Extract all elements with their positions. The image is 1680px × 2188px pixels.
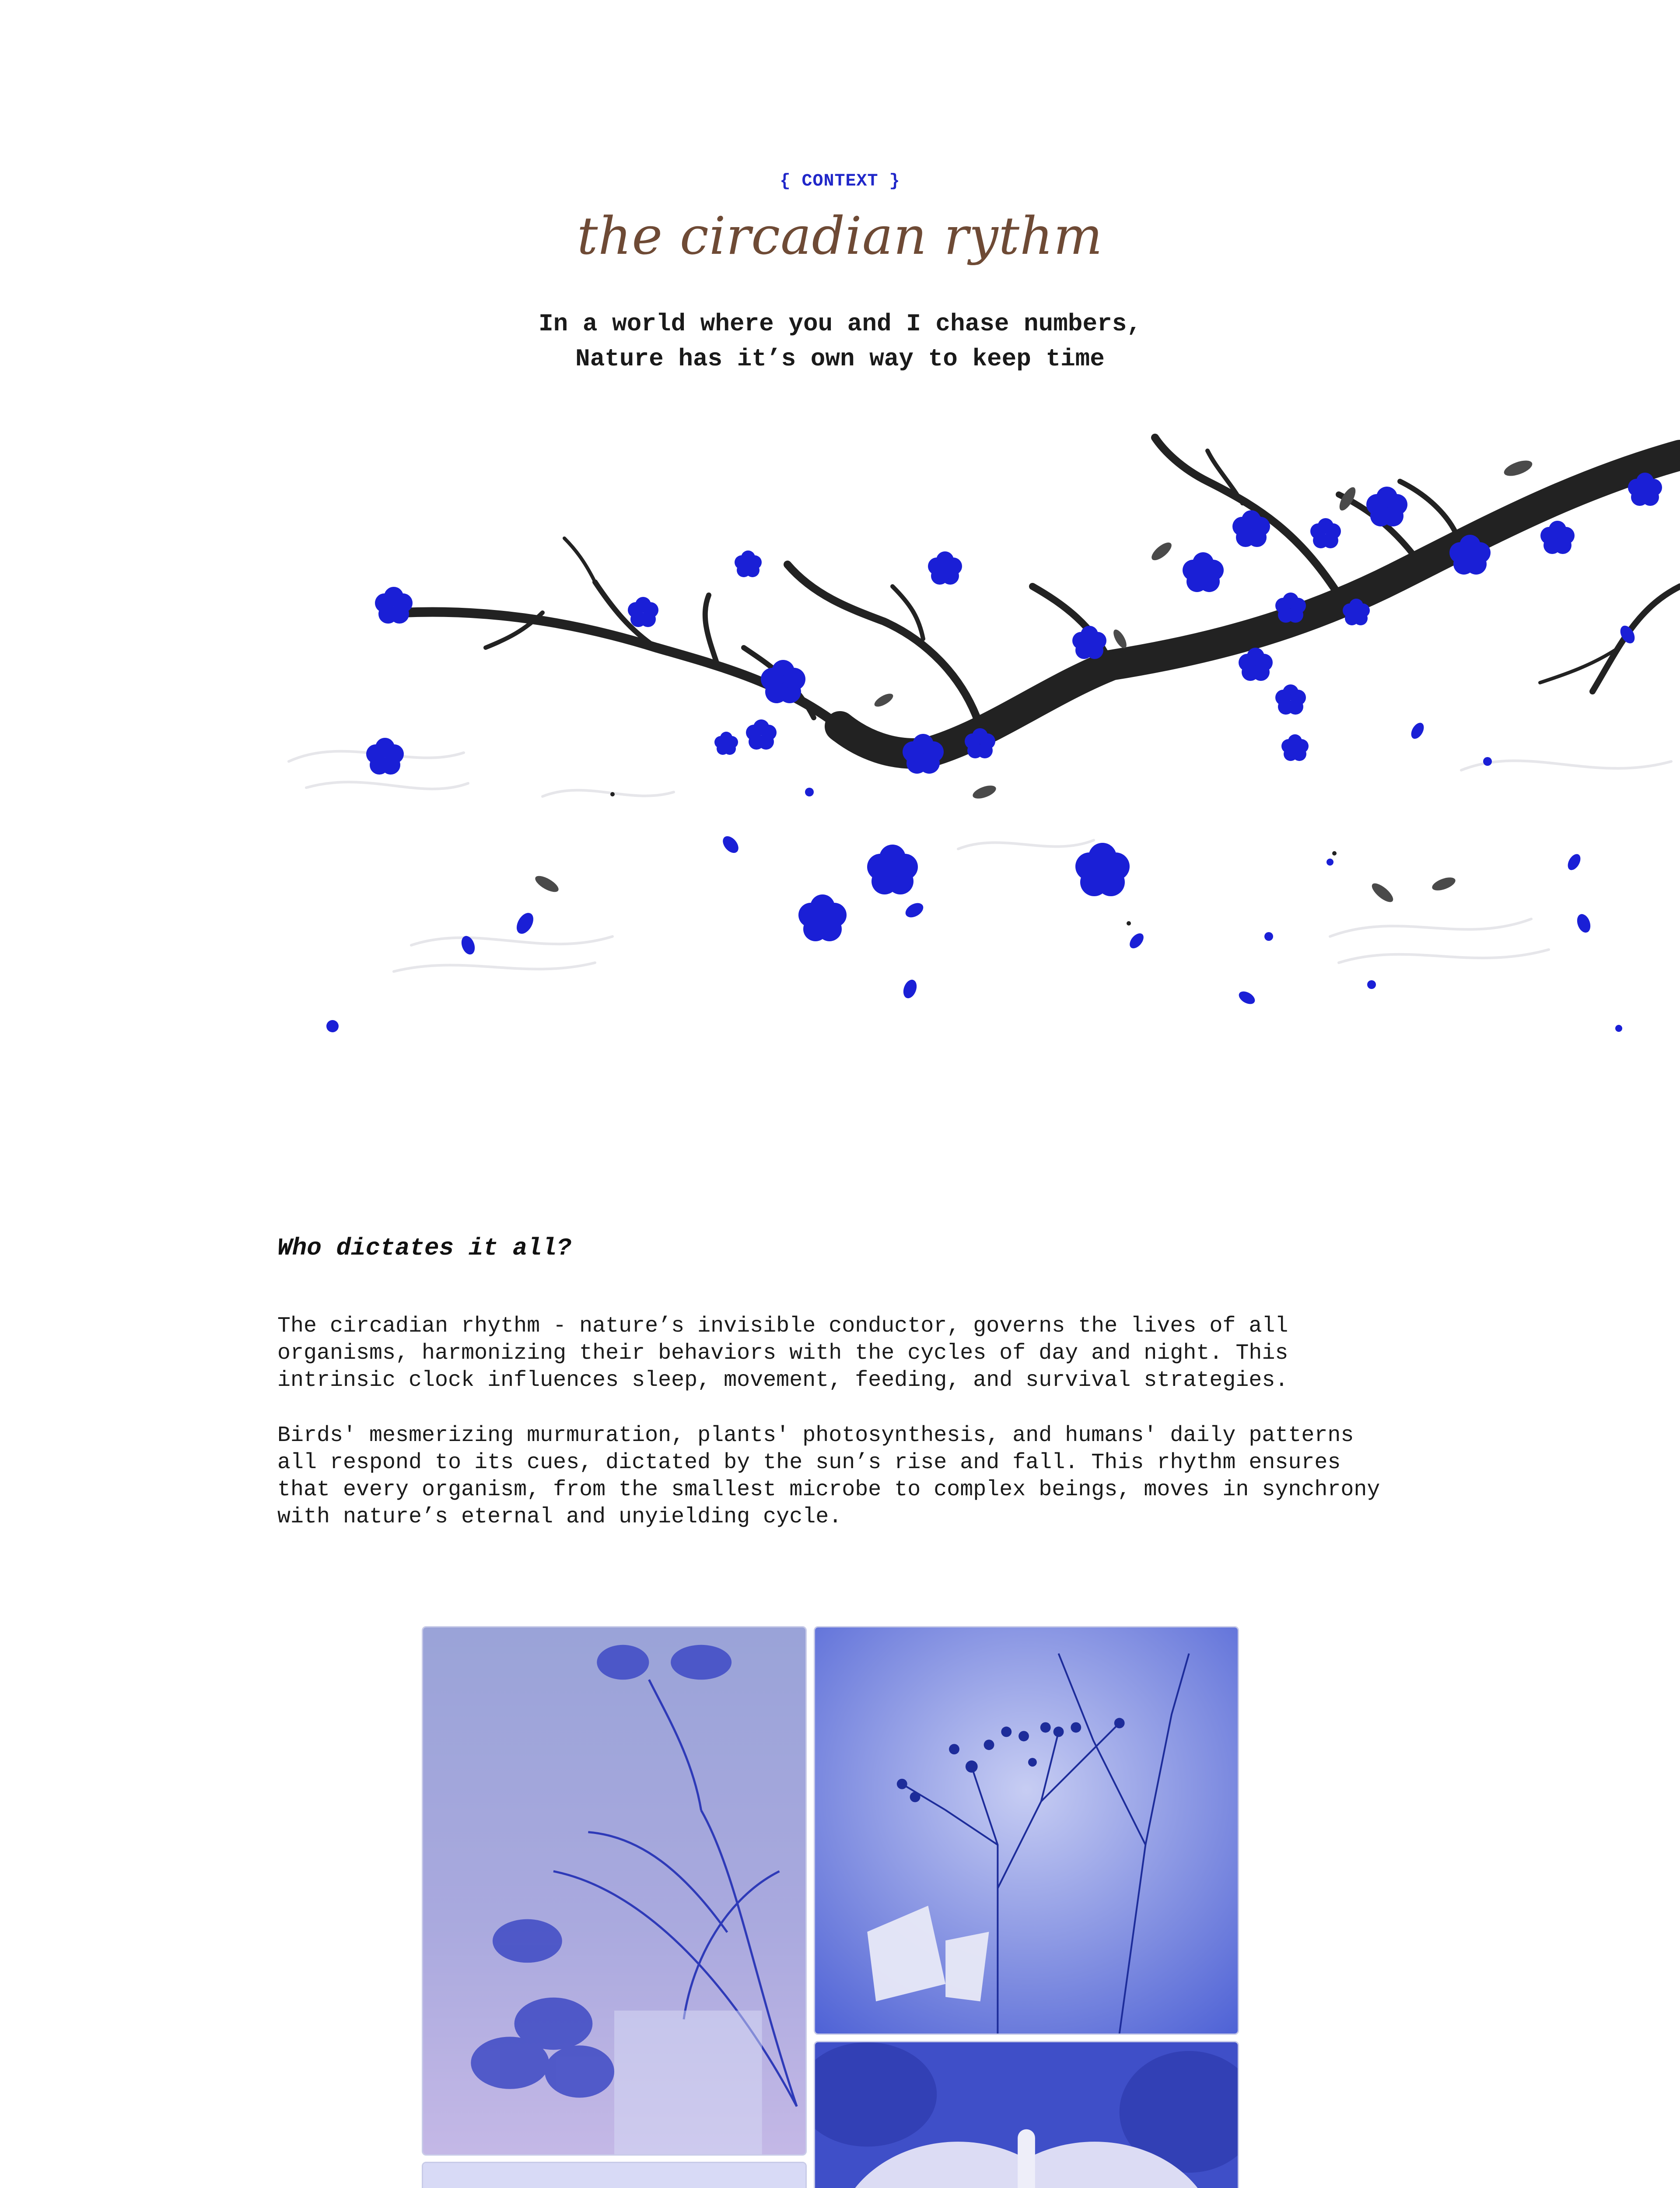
photo-birds-in-flight <box>422 2162 807 2188</box>
blossom-branch-illustration <box>280 420 1680 1041</box>
page-subtitle <box>0 306 1680 376</box>
subtitle-line-2: Nature has it’s own way to keep time <box>575 345 1105 373</box>
photo-moth-on-twigs <box>814 1626 1239 2035</box>
context-tag: { CONTEXT } <box>780 172 900 191</box>
wind-swirls <box>289 751 1671 971</box>
paragraph-2: Birds' mesmerizing murmuration, plants' photosynthesis, and humans' daily patterns all respond to its cues, dictated by the sun’s rise and fall. This rhythm ensures that every organism, from the smallest microbe to complex beings, moves in synchrony with nature’s eternal and unyielding cycle. <box>277 1423 1380 1529</box>
paragraph-1: The circadian rhythm - nature’s invisible conductor, governs the lives of all organisms, harmonizing their behaviors with the cycles of day and night. This intrinsic clock influences sleep, movement, feeding, and survival strategies. <box>277 1314 1288 1393</box>
subtitle-line-1: In a world where you and I chase numbers, <box>539 310 1141 338</box>
page-title: the circadian rythm <box>577 206 1103 266</box>
section-heading: Who dictates it all? <box>277 1234 572 1262</box>
falling-petals <box>326 573 1638 1032</box>
photo-dried-flowers <box>422 1626 807 2156</box>
branch-strokes <box>402 438 1680 754</box>
photo-butterfly <box>814 2041 1239 2188</box>
